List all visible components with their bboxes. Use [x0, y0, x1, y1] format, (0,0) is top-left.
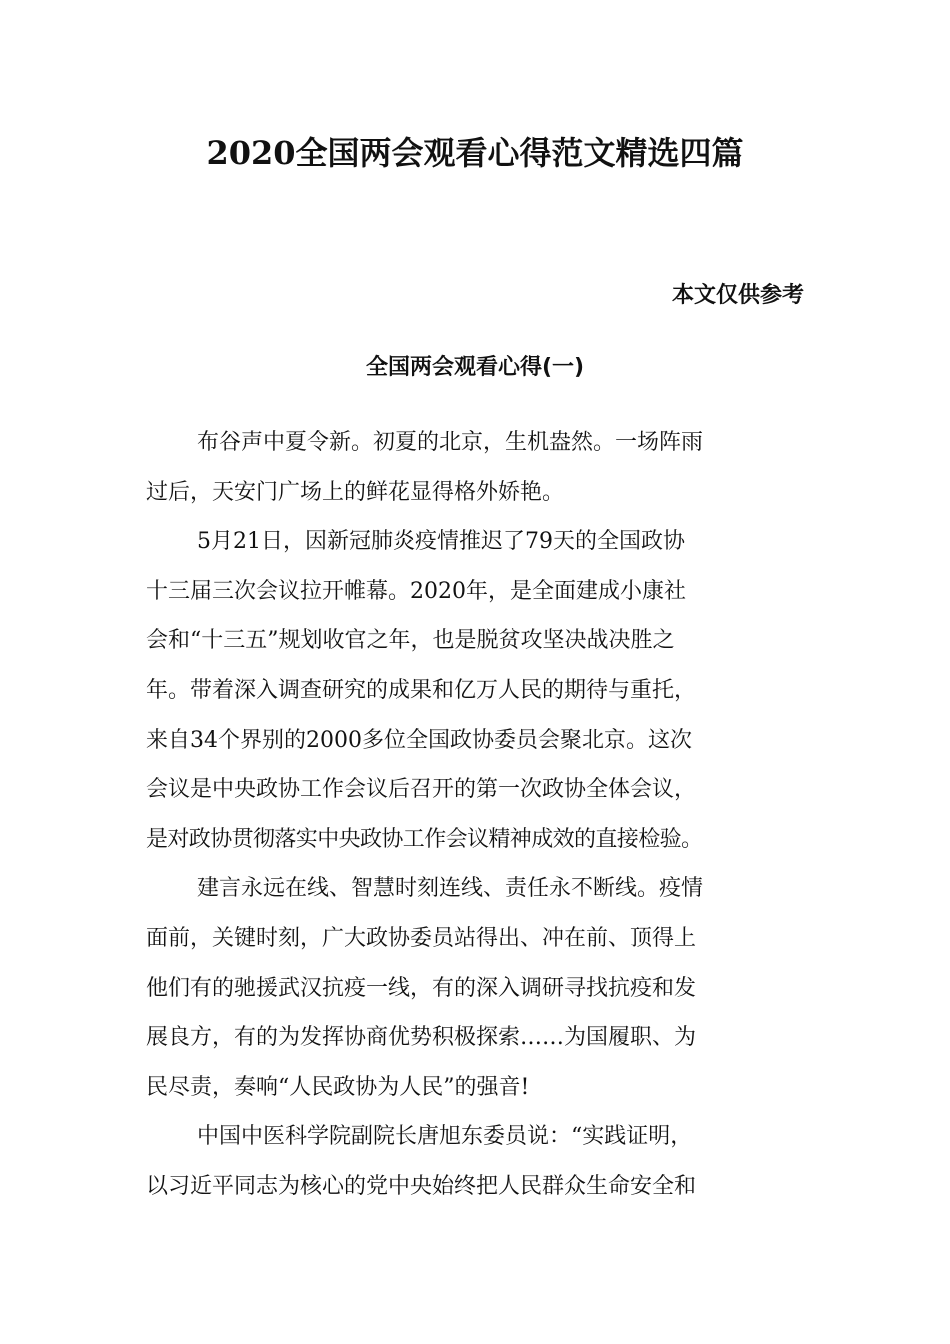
- text-line: 他们有的驰援武汉抗疫一线，有的深入调研寻找抗疫和发: [146, 975, 697, 1001]
- text-line: 十三届三次会议拉开帷幕。2020年，是全面建成小康社: [146, 578, 686, 604]
- text-line: 展良方，有的为发挥协商优势积极探索……为国履职、为: [146, 1025, 697, 1051]
- text-line: 是对政协贯彻落实中央政协工作会议精神成效的直接检验。: [146, 826, 703, 852]
- text-line: 布谷声中夏令新。初夏的北京，生机盎然。一场阵雨: [197, 430, 704, 455]
- document-title: 2020全国两会观看心得范文精选四篇: [206, 134, 744, 172]
- text-line: 会议是中央政协工作会议后召开的第一次政协全体会议，: [146, 777, 697, 803]
- body-text: [146, 418, 806, 1212]
- text-line: 中国中医科学院副院长唐旭东委员说：“实践证明，: [197, 1124, 693, 1150]
- paragraph: [146, 1112, 806, 1211]
- text-line: 民尽责，奏响“人民政协为人民”的强音!: [146, 1074, 530, 1100]
- text-line: 面前，关键时刻，广大政协委员站得出、冲在前、顶得上: [146, 925, 697, 951]
- paragraph: [146, 517, 806, 864]
- text-line: 过后，天安门广场上的鲜花显得格外娇艳。: [146, 479, 565, 505]
- text-line: 5月21日，因新冠肺炎疫情推迟了79天的全国政协: [197, 529, 685, 555]
- section-title: 全国两会观看心得(一): [365, 355, 585, 380]
- text-line: 会和“十三五”规划收官之年，也是脱贫攻坚决战决胜之: [146, 628, 675, 654]
- text-line: 年。带着深入调查研究的成果和亿万人民的期待与重托，: [146, 677, 697, 703]
- text-line: 来自34个界别的2000多位全国政协委员会聚北京。这次: [146, 727, 692, 753]
- paragraph: [146, 864, 806, 1112]
- text-line: 以习近平同志为核心的党中央始终把人民群众生命安全和: [146, 1173, 697, 1199]
- text-line: 建言永远在线、智慧时刻连线、责任永不断线。疫情: [197, 876, 704, 902]
- reference-note: 本文仅供参考: [671, 283, 804, 308]
- paragraph: [146, 418, 806, 517]
